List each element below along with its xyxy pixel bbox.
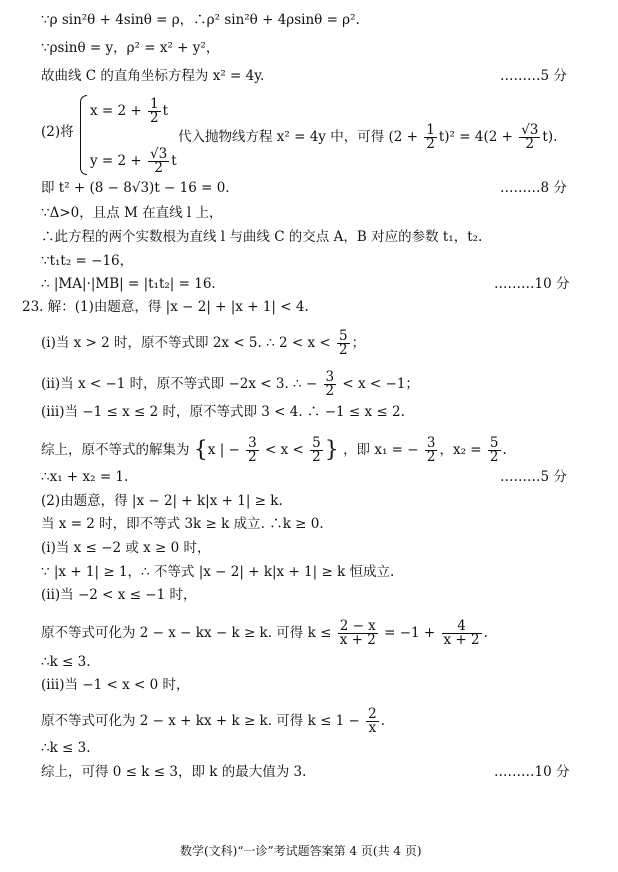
subcase-ii-result: ∴k ≤ 3. — [41, 654, 91, 670]
eq-line-3: 故曲线 C 的直角坐标方程为 x² = 4y. — [41, 68, 265, 84]
system-brace — [80, 95, 87, 175]
eq-line-1: ∵ρ sin²θ + 4sinθ = ρ，∴ρ² sin²θ + 4ρsinθ = ρ². — [41, 12, 360, 28]
x-sum-line: ∴x₁ + x₂ = 1. — [41, 469, 129, 485]
quadratic-line: 即 t² + (8 − 8√3)t − 16 = 0. — [41, 180, 230, 196]
part2-head: (2)由题意，得 |x − 2| + k|x + 1| ≥ k. — [41, 493, 283, 509]
substitution-line: 代入抛物线方程 x² = 4y 中，可得 (2 + $\frac{1}{2}$ t)² = 4(2 + $\frac{√3}{2}$ t). — [178, 122, 558, 152]
product-line: ∵t₁t₂ = −16， — [41, 253, 134, 269]
case-ii-line: (ii)当 x < −1 时，原不等式即 −2x < 3. ∴ − $\frac{3}{2}$ < x < −1； — [41, 369, 419, 399]
system-prefix: (2)将 — [41, 124, 74, 140]
score-mark-4: ………5 分 — [500, 469, 567, 485]
case-iii-line: (iii)当 −1 ≤ x ≤ 2 时，原不等式即 3 < 4. ∴ −1 ≤ x ≤ 2. — [41, 404, 405, 420]
subcase-iii-detail: 原不等式可化为 2 − x + kx + k ≥ k. 可得 k ≤ 1 − $\frac{2}{x}$ . — [41, 706, 386, 736]
subcase-iii: (iii)当 −1 < x < 0 时， — [41, 677, 190, 693]
case-i-line: (i)当 x > 2 时，原不等式即 2x < 5. ∴ 2 < x < $\frac{5}{2}$ ； — [41, 328, 366, 358]
discriminant-line: ∵Δ>0，且点 M 在直线 l 上， — [41, 205, 223, 221]
score-mark-3: ………10 分 — [494, 276, 570, 292]
x-equals-2-line: 当 x = 2 时，即不等式 3k ≥ k 成立. ∴k ≥ 0. — [41, 516, 324, 532]
score-mark-1: ………5 分 — [500, 68, 567, 84]
result-line: ∴ |MA|·|MB| = |t₁t₂| = 16. — [41, 276, 216, 292]
summary-line: 综上，原不等式的解集为 {x | − $\frac{3}{2}$ < x < $\frac{5}{2}$ } ，即 x₁ = − $\frac{3}{2}$ ，x₂ = $\frac{5}{2}$ . — [41, 435, 507, 465]
subcase-iii-result: ∴k ≤ 3. — [41, 740, 91, 756]
subcase-ii-detail: 原不等式可化为 2 − x − kx − k ≥ k. 可得 k ≤ $\frac{2 - x}{x + 2}$ = −1 + $\frac{4}{x + 2}$ . — [41, 618, 488, 648]
system-row-x: x = 2 + $\frac{1}{2}$ t — [90, 96, 169, 126]
question-23-head: 23. 解：(1)由题意，得 |x − 2| + |x + 1| < 4. — [22, 299, 309, 315]
roots-line: ∴此方程的两个实数根为直线 l 与曲线 C 的交点 A，B 对应的参数 t₁，t₂. — [41, 229, 483, 245]
score-mark-5: ………10 分 — [494, 764, 570, 780]
score-mark-2: ………8 分 — [500, 180, 567, 196]
subcase-i-detail: ∵ |x + 1| ≥ 1，∴ 不等式 |x − 2| + k|x + 1| ≥ k 恒成立. — [41, 564, 395, 580]
system-row-y: y = 2 + $\frac{√3}{2}$ t — [90, 146, 177, 176]
page-footer: 数学(文科)“一诊”考试题答案第 4 页(共 4 页) — [180, 844, 422, 858]
subcase-ii: (ii)当 −2 < x ≤ −1 时， — [41, 587, 197, 603]
final-conclusion: 综上，可得 0 ≤ k ≤ 3，即 k 的最大值为 3. — [41, 764, 307, 780]
subcase-i: (i)当 x ≤ −2 或 x ≥ 0 时， — [41, 540, 211, 556]
eq-line-2: ∵ρsinθ = y，ρ² = x² + y²， — [41, 40, 220, 56]
